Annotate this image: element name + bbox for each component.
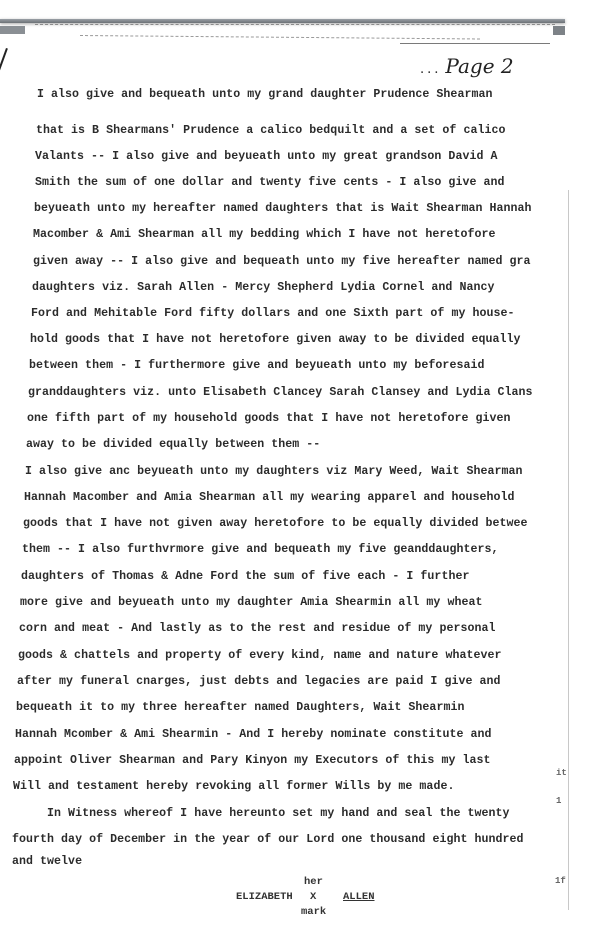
text-line: bequeath it to my three hereafter named Daughters, Wait Shearmin: [16, 701, 465, 714]
text-line: after my funeral cnarges, just debts and legacies are paid I give and: [17, 675, 501, 688]
text-line: between them - I furthermore give and beyueath unto my beforesaid: [29, 359, 485, 372]
text-line: beyueath unto my hereafter named daughters that is Wait Shearman Hannah: [34, 202, 532, 215]
scan-rule: [400, 43, 550, 44]
text-line: them -- I also furthvrmore give and bequeath my five geanddaughters,: [22, 543, 499, 556]
text-line: that is B Shearmans' Prudence a calico bedquilt and a set of calico: [36, 124, 506, 137]
text-line: daughters viz. Sarah Allen - Mercy Shepherd Lydia Cornel and Nancy: [32, 281, 495, 294]
signature-last-name: ALLEN: [343, 891, 375, 903]
text-line: In Witness whereof I have hereunto set my hand and seal the twenty: [12, 807, 510, 820]
scan-edge-artifact-left: [0, 26, 25, 34]
text-line: Will and testament hereby revoking all former Wills by me made.: [13, 780, 455, 793]
text-line: more give and beyueath unto my daughter Amia Shearmin all my wheat: [20, 596, 483, 609]
margin-pen-stroke: [0, 48, 8, 92]
scan-dashed-rule: [80, 35, 480, 39]
scan-edge-artifact-right: [553, 26, 565, 35]
signature-mark: mark: [301, 906, 327, 918]
handwritten-page-label: [420, 54, 514, 78]
text-line: I also give anc beyueath unto my daughters viz Mary Weed, Wait Shearman: [25, 465, 523, 478]
text-line: I also give and bequeath unto my grand daughter Prudence Shearman: [37, 88, 493, 101]
page-label-text: Page 2: [445, 54, 514, 78]
text-line: one fifth part of my household goods that I have not heretofore given: [27, 412, 511, 425]
margin-fragment: 1: [556, 796, 562, 806]
page-label-dots: ...: [420, 62, 442, 77]
text-line: given away -- I also give and bequeath unto my five hereafter named gra: [33, 255, 531, 268]
margin-fragment: 1f: [555, 876, 566, 886]
signature-her: her: [304, 876, 323, 888]
signature-mark-x: X: [310, 891, 317, 903]
text-line: Smith the sum of one dollar and twenty five cents - I also give and: [35, 176, 505, 189]
text-line: granddaughters viz. unto Elisabeth Clancey Sarah Clansey and Lydia Clans: [28, 386, 533, 399]
text-line: away to be divided equally between them --: [26, 438, 321, 451]
scan-dashed-rule: [35, 24, 555, 25]
text-line: Hannah Mcomber & Ami Shearmin - And I hereby nominate constitute and: [15, 728, 492, 741]
signature-first-name: ELIZABETH: [236, 891, 293, 903]
text-line: fourth day of December in the year of our Lord one thousand eight hundred: [12, 833, 524, 846]
text-line: goods & chattels and property of every kind, name and nature whatever: [18, 649, 502, 662]
text-line: Ford and Mehitable Ford fifty dollars and one Sixth part of my house-: [31, 307, 515, 320]
text-line: corn and meat - And lastly as to the rest and residue of my personal: [19, 622, 496, 635]
scanned-page-right-edge: [568, 190, 569, 910]
text-line: daughters of Thomas & Adne Ford the sum of five each - I further: [21, 570, 470, 583]
text-line: goods that I have not given away heretofore to be equally divided betwee: [23, 517, 528, 530]
text-line: hold goods that I have not heretofore given away to be divided equally: [30, 333, 521, 346]
scanned-page-top-edge: [0, 19, 565, 23]
margin-fragment: it: [556, 768, 567, 778]
text-line: and twelve: [12, 855, 83, 868]
text-line: Hannah Macomber and Amia Shearman all my wearing apparel and household: [24, 491, 515, 504]
text-line: Valants -- I also give and beyueath unto my great grandson David A: [35, 150, 498, 163]
text-line: appoint Oliver Shearman and Pary Kinyon my Executors of this my last: [14, 754, 491, 767]
text-line: Macomber & Ami Shearman all my bedding which I have not heretofore: [33, 228, 496, 241]
